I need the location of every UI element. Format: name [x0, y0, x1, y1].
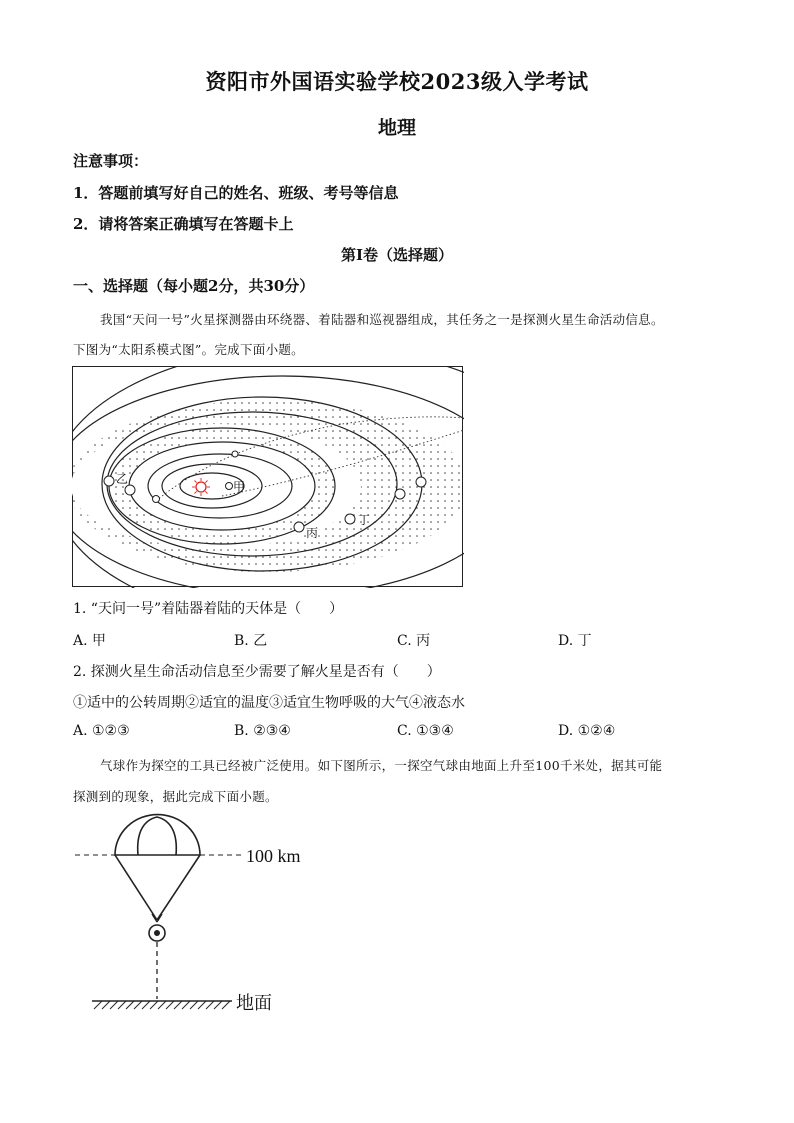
planet-earth [125, 485, 135, 495]
passage2-line1: 气球作为探空的工具已经被广泛使用。如下图所示，一探空气球由地面上升至100千米处，据其可能 [100, 758, 663, 773]
planet-jia [226, 483, 233, 490]
label-ding: 丁 [358, 513, 371, 527]
planet-uranus [395, 489, 405, 499]
balloon-icon [115, 815, 200, 922]
ground-label: 地面 [236, 993, 272, 1014]
exam-title: 资阳市外国语实验学校2023级入学考试 [205, 69, 589, 94]
q2-option-c: C. ①③④ [397, 723, 454, 739]
subject-title: 地理 [377, 117, 416, 139]
q2-option-d: D. ①②④ [558, 723, 616, 739]
q2-conditions: ①适中的公转周期②适宜的温度③适宜生物呼吸的大气④液态水 [73, 695, 465, 711]
part-heading: 一、选择题（每小题2分，共30分） [73, 277, 315, 295]
q2-option-b: B. ②③④ [234, 723, 291, 739]
balloon-figure [70, 812, 330, 1017]
passage2-line2: 探测到的现象，据此完成下面小题。 [73, 789, 278, 804]
altitude-label: 100 km [246, 846, 301, 866]
q2-stem: 2. 探测火星生命活动信息至少需要了解火星是否有（ ） [73, 664, 441, 680]
planet-bing [294, 522, 304, 532]
passage1-line2: 下图为“太阳系模式图”。完成下面小题。 [73, 342, 304, 357]
label-jia: 甲 [233, 480, 246, 494]
note-item-1: 1．答题前填写好自己的姓名、班级、考号等信息 [73, 184, 399, 202]
planet-neptune [416, 477, 426, 487]
q1-stem: 1. “天问一号”着陆器着陆的天体是（ ） [73, 601, 344, 617]
passage1-line1: 我国“天问一号”火星探测器由环绕器、着陆器和巡视器组成，其任务之一是探测火星生命活动信息。 [100, 312, 664, 327]
label-yi: 乙 [116, 472, 129, 486]
label-bing: 丙 [306, 526, 319, 540]
planet-ding [345, 514, 355, 524]
volume-heading: 第Ⅰ卷（选择题） [340, 246, 454, 264]
sensor-icon [149, 925, 165, 941]
q2-option-a: A. ①②③ [73, 723, 130, 739]
solar-system-figure [72, 366, 464, 588]
q1-option-c: C. 丙 [397, 633, 431, 649]
note-item-2: 2．请将答案正确填写在答题卡上 [73, 215, 294, 233]
q1-option-d: D. 丁 [558, 633, 592, 649]
notes-heading: 注意事项： [73, 152, 149, 170]
ground-hatch [92, 1001, 232, 1009]
q1-option-b: B. 乙 [234, 633, 268, 649]
planet-yi [104, 476, 114, 486]
orbit-earth [129, 442, 315, 530]
q1-option-a: A. 甲 [73, 633, 107, 649]
planet-mercury [153, 496, 160, 503]
